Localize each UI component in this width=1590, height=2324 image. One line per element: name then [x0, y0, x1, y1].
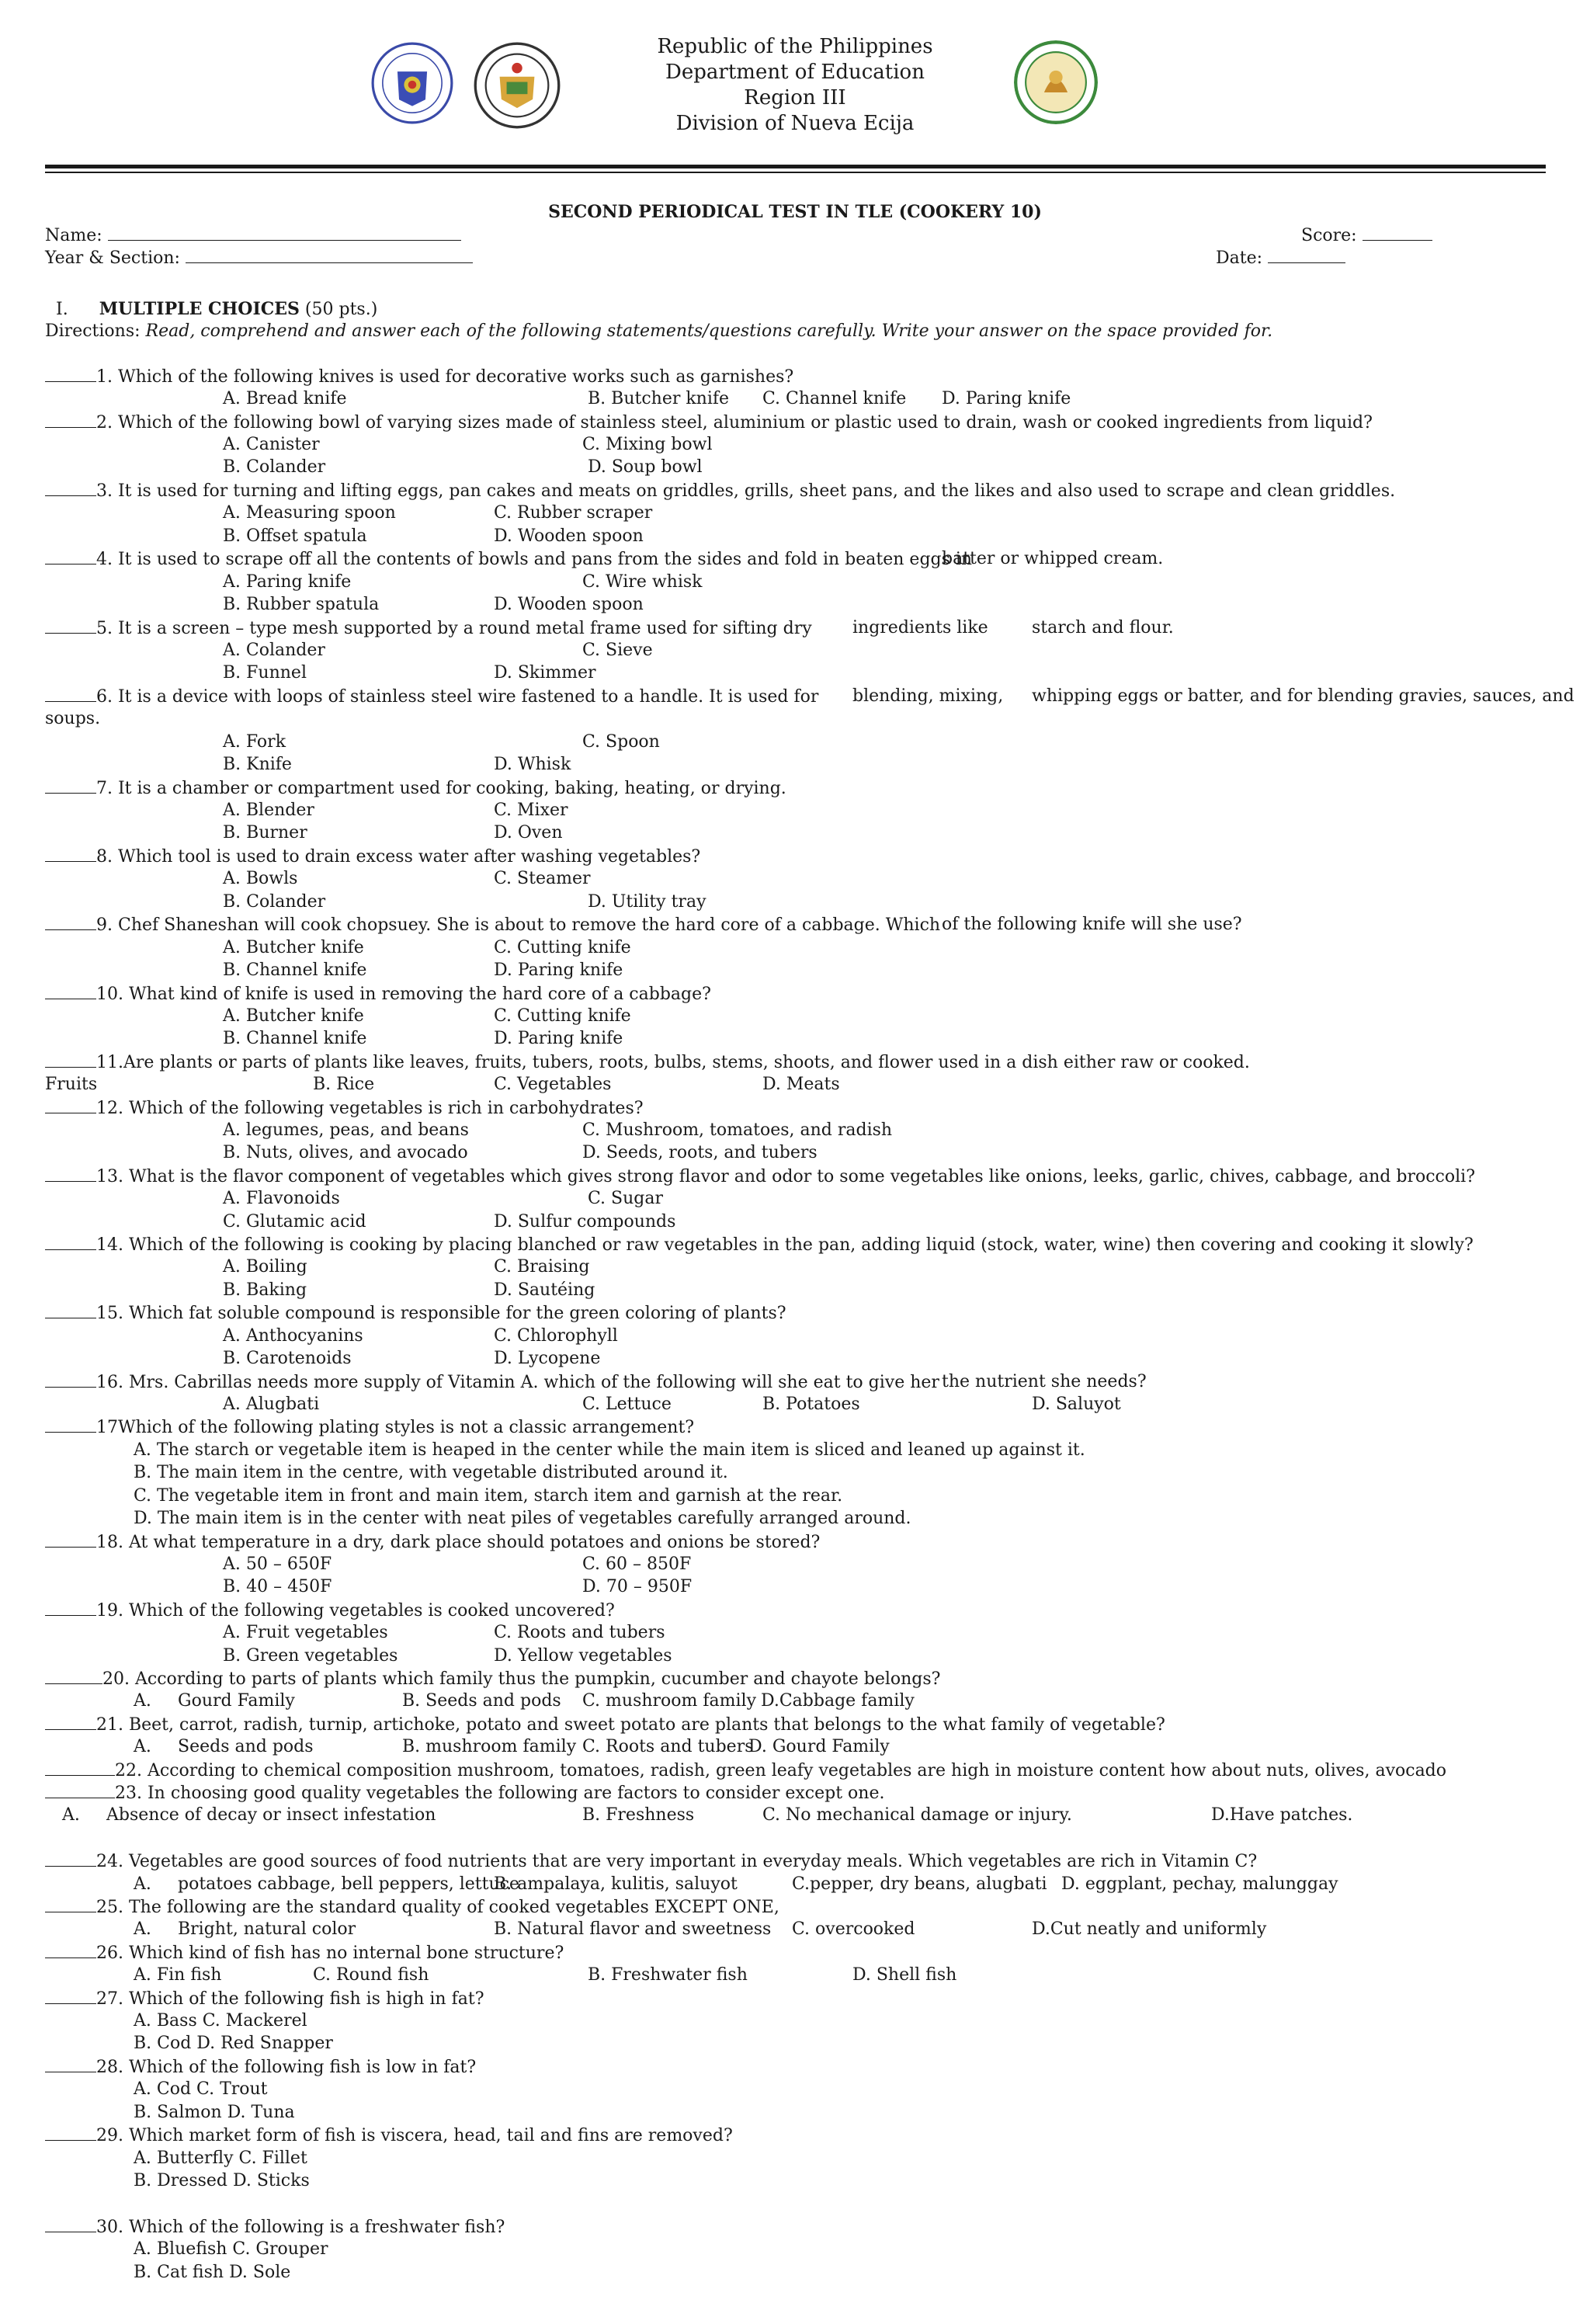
name-label: Name: — [45, 226, 102, 245]
option-a: A. Measuring spoon — [223, 503, 396, 523]
question-6-continued-3: soups. — [45, 709, 101, 728]
header-divider — [45, 165, 1546, 168]
option-d: D. Wooden spoon — [494, 526, 644, 546]
option-a-marker: A. — [62, 1805, 80, 1825]
score-label: Score: — [1301, 226, 1357, 245]
answer-blank[interactable] — [45, 983, 96, 999]
option-c: C. Lettuce — [582, 1395, 672, 1414]
question-5: 5. It is a screen – type mesh supported by a round metal frame used for sifting dry — [45, 617, 812, 640]
header-line-region: Region III — [744, 86, 846, 109]
directions-label: Directions: — [45, 321, 141, 341]
question-11: 11.Are plants or parts of plants like leaves, fruits, tubers, roots, bulbs, stems, shoots, and flower used in a dish either raw or cooked. — [45, 1051, 1250, 1074]
question-9-continued: of the following knife will she use? — [942, 915, 1242, 934]
option-a: Seeds and pods — [178, 1737, 314, 1756]
question-3: 3. It is used for turning and lifting eggs, pan cakes and meats on griddles, grills, sheet pans, and the likes and also used to scrape and clean griddles. — [45, 480, 1395, 502]
answer-blank[interactable] — [45, 1234, 96, 1250]
option-d: D. Oven — [494, 823, 563, 842]
question-27: 27. Which of the following fish is high in fat? — [45, 1988, 484, 2010]
option-a: Bright, natural color — [178, 1919, 356, 1939]
answer-blank[interactable] — [45, 1371, 96, 1388]
answer-blank[interactable] — [45, 617, 96, 634]
name-line[interactable] — [108, 224, 461, 241]
answer-blank[interactable] — [45, 1942, 96, 1958]
option-d: D. Seeds, roots, and tubers — [582, 1143, 818, 1162]
option-a: potatoes cabbage, bell peppers, lettuce — [178, 1874, 519, 1894]
answer-blank[interactable] — [45, 366, 96, 382]
option-d: D. Shell fish — [852, 1965, 957, 1985]
answer-blank[interactable] — [45, 914, 96, 930]
option-d: D. Wooden spoon — [494, 595, 644, 614]
option-b: B. Offset spatula — [223, 526, 367, 546]
option-c: C. mushroom family — [582, 1691, 757, 1711]
answer-blank[interactable] — [45, 1097, 96, 1113]
section-label: Year & Section: — [45, 248, 180, 268]
question-21: 21. Beet, carrot, radish, turnip, artichoke, potato and sweet potato are plants that belongs to the what family of vegetable? — [45, 1714, 1165, 1736]
option-d: D. Paring knife — [942, 389, 1071, 408]
option-line-1: A. Butterfly C. Fillet — [134, 2149, 307, 2168]
question-15: 15. Which fat soluble compound is responsible for the green coloring of plants? — [45, 1302, 786, 1325]
score-line[interactable] — [1363, 224, 1432, 241]
option-d: D.Have patches. — [1211, 1805, 1353, 1825]
option-a-marker: A. — [134, 1874, 151, 1894]
question-13: 13. What is the flavor component of vegetables which gives strong flavor and odor to some vegetables like onions, leeks, garlic, chives, cabbage, and broccoli? — [45, 1165, 1475, 1188]
directions-text: Read, comprehend and answer each of the following statements/questions carefully. Write your answer on the space provided for. — [145, 321, 1273, 341]
option-c: C. Roots and tubers — [494, 1623, 665, 1642]
answer-blank[interactable] — [45, 846, 96, 862]
answer-blank[interactable] — [45, 777, 96, 794]
option-d: D. Saluyot — [1032, 1395, 1121, 1414]
option-a: Gourd Family — [178, 1691, 295, 1711]
question-14: 14. Which of the following is cooking by placing blanched or raw vegetables in the pan, adding liquid (stock, water, wine) then covering and cooking it slowly? — [45, 1234, 1474, 1256]
option-c: C. Spoon — [582, 732, 660, 752]
option-c: C. Cutting knife — [494, 1006, 631, 1026]
question-4: 4. It is used to scrape off all the contents of bowls and pans from the sides and fold in beaten eggs in — [45, 548, 972, 571]
option-a: A. Boiling — [223, 1257, 307, 1277]
option-c: C. The vegetable item in front and main item, starch item and garnish at the rear. — [134, 1486, 843, 1506]
option-b: B. Freshwater fish — [588, 1965, 748, 1985]
option-a: Fruits — [45, 1075, 98, 1094]
option-a: A. Fruit vegetables — [223, 1623, 388, 1642]
question-5-continued: ingredients like — [852, 618, 988, 637]
question-22: 22. According to chemical composition mushroom, tomatoes, radish, green leafy vegetables are high in moisture content how about nuts, olives, avocado — [45, 1760, 1446, 1782]
option-d: D. Whisk — [494, 755, 571, 774]
option-c: C. Channel knife — [762, 389, 907, 408]
option-d: D.Cabbage family — [761, 1691, 915, 1711]
option-d: D. Soup bowl — [588, 457, 703, 477]
answer-blank[interactable] — [45, 1668, 102, 1684]
name-field[interactable] — [45, 224, 461, 247]
answer-blank[interactable] — [45, 1416, 96, 1433]
option-line-2: B. Dressed D. Sticks — [134, 2171, 310, 2190]
option-d: D.Cut neatly and uniformly — [1032, 1919, 1267, 1939]
option-b: B. 40 – 450F — [223, 1577, 332, 1596]
question-6-continued: blending, mixing, — [852, 686, 1004, 706]
option-c: C. Braising — [494, 1257, 590, 1277]
option-c: C. Mixing bowl — [582, 435, 713, 454]
option-line-1: A. Bluefish C. Grouper — [134, 2239, 328, 2259]
section-line[interactable] — [186, 247, 473, 263]
answer-blank[interactable] — [45, 686, 96, 702]
header-line-republic: Republic of the Philippines — [657, 35, 933, 58]
option-b: B. Green vegetables — [223, 1646, 398, 1666]
question-30: 30. Which of the following is a freshwater fish? — [45, 2216, 505, 2239]
answer-blank[interactable] — [45, 1051, 96, 1068]
answer-blank[interactable] — [45, 1302, 96, 1318]
option-line-2: B. Salmon D. Tuna — [134, 2103, 295, 2122]
option-d: D. Skimmer — [494, 663, 596, 683]
option-c: C. Mushroom, tomatoes, and radish — [582, 1120, 893, 1140]
option-b: B. The main item in the centre, with vegetable distributed around it. — [134, 1463, 728, 1482]
question-17: 17Which of the following plating styles is not a classic arrangement? — [45, 1416, 694, 1439]
answer-blank[interactable] — [45, 1760, 115, 1776]
option-a: A. Fin fish — [134, 1965, 222, 1985]
option-b: B. Colander — [223, 457, 326, 477]
question-8: 8. Which tool is used to drain excess water after washing vegetables? — [45, 846, 700, 868]
answer-blank[interactable] — [45, 1531, 96, 1548]
option-b: B. Burner — [223, 823, 307, 842]
option-d: D. Meats — [762, 1075, 840, 1094]
option-d: D. Sautéing — [494, 1280, 595, 1300]
option-d: D. Yellow vegetables — [494, 1646, 672, 1666]
answer-blank[interactable] — [45, 412, 96, 428]
option-line-1: A. Bass C. Mackerel — [134, 2011, 307, 2030]
option-a: A. Alugbati — [223, 1395, 320, 1414]
question-2: 2. Which of the following bowl of varying sizes made of stainless steel, aluminium or plastic used to drain, wash or cooked ingredients from liquid? — [45, 412, 1373, 434]
option-b: B. Carotenoids — [223, 1349, 352, 1368]
option-b: B. Colander — [223, 892, 326, 912]
option-b: B. Butcher knife — [588, 389, 730, 408]
question-4-continued: batter or whipped cream. — [942, 549, 1164, 568]
option-b: B. Baking — [223, 1280, 307, 1300]
question-20: 20. According to parts of plants which family thus the pumpkin, cucumber and chayote belongs? — [45, 1668, 940, 1690]
option-c-2: C. Glutamic acid — [223, 1212, 366, 1231]
option-b: B. Rice — [313, 1075, 375, 1094]
answer-blank[interactable] — [45, 548, 96, 564]
option-c: C. Sieve — [582, 641, 653, 660]
header-divider-thin — [45, 172, 1546, 173]
question-18: 18. At what temperature in a dry, dark place should potatoes and onions be stored? — [45, 1531, 820, 1554]
option-d: D. Lycopene — [494, 1349, 601, 1368]
option-a: A. Fork — [223, 732, 286, 752]
option-b: B. Potatoes — [762, 1395, 860, 1414]
question-23: 23. In choosing good quality vegetables the following are factors to consider except one. — [45, 1782, 884, 1805]
question-7: 7. It is a chamber or compartment used for cooking, baking, heating, or drying. — [45, 777, 786, 800]
option-a: A. Butcher knife — [223, 938, 364, 957]
option-c: C.pepper, dry beans, alugbati — [792, 1874, 1047, 1894]
answer-blank[interactable] — [45, 1600, 96, 1616]
answer-blank[interactable] — [45, 2056, 96, 2072]
option-c: C. Sugar — [588, 1189, 663, 1208]
option-a: A. Colander — [223, 641, 325, 660]
option-b: B. Seeds and pods — [402, 1691, 561, 1711]
question-26: 26. Which kind of fish has no internal bone structure? — [45, 1942, 564, 1964]
question-16: 16. Mrs. Cabrillas needs more supply of Vitamin A. which of the following will she eat to give her — [45, 1371, 939, 1394]
section-name: MULTIPLE CHOICES — [99, 299, 300, 319]
option-d: D. Paring knife — [494, 1029, 623, 1048]
option-b: B. Funnel — [223, 663, 307, 683]
option-c: C. Round fish — [313, 1965, 429, 1985]
option-a: Absence of decay or insect infestation — [106, 1805, 436, 1825]
score-field[interactable] — [1301, 224, 1432, 247]
answer-blank[interactable] — [45, 1850, 96, 1867]
option-a-marker: A. — [134, 1737, 151, 1756]
directions — [45, 321, 1272, 342]
answer-blank[interactable] — [45, 2124, 96, 2141]
answer-blank[interactable] — [45, 1782, 115, 1798]
option-c: C. No mechanical damage or injury. — [762, 1805, 1072, 1825]
option-b: B. Freshness — [582, 1805, 695, 1825]
question-5-continued-2: starch and flour. — [1032, 618, 1174, 637]
option-d: D. The main item is in the center with neat piles of vegetables carefully arranged around. — [134, 1509, 911, 1528]
question-16-continued: the nutrient she needs? — [942, 1372, 1147, 1391]
option-a: A. Bread knife — [223, 389, 347, 408]
section-heading — [56, 298, 377, 321]
question-10: 10. What kind of knife is used in removing the hard core of a cabbage? — [45, 983, 711, 1006]
option-d: D. eggplant, pechay, malunggay — [1061, 1874, 1338, 1894]
header-line-department: Department of Education — [665, 61, 925, 84]
section-points: (50 pts.) — [304, 300, 378, 319]
question-29: 29. Which market form of fish is viscera, head, tail and fins are removed? — [45, 2124, 733, 2147]
header-line-division: Division of Nueva Ecija — [675, 112, 915, 135]
option-c: C. Wire whisk — [582, 572, 703, 592]
option-a: A. Blender — [223, 801, 314, 820]
option-c: C. Cutting knife — [494, 938, 631, 957]
option-line-2: B. Cat fish D. Sole — [134, 2263, 291, 2282]
question-19: 19. Which of the following vegetables is cooked uncovered? — [45, 1600, 615, 1622]
option-c: C. overcooked — [792, 1919, 915, 1939]
letterhead — [0, 34, 1590, 137]
option-d: D. Sulfur compounds — [494, 1212, 676, 1231]
option-b: B. Nuts, olives, and avocado — [223, 1143, 468, 1162]
date-line[interactable] — [1268, 247, 1345, 263]
option-line-1: A. Cod C. Trout — [134, 2079, 268, 2099]
option-a: A. Paring knife — [223, 572, 352, 592]
question-25: 25. The following are the standard quality of cooked vegetables EXCEPT ONE, — [45, 1896, 779, 1919]
option-a-marker: A. — [134, 1691, 151, 1711]
date-label: Date: — [1216, 248, 1263, 268]
option-d: D. 70 – 950F — [582, 1577, 693, 1596]
option-c: C. Steamer — [494, 869, 591, 888]
option-c: C. Roots and tubers — [582, 1737, 754, 1756]
option-a-marker: A. — [134, 1919, 151, 1939]
answer-blank[interactable] — [45, 1165, 96, 1182]
option-a: A. Canister — [223, 435, 320, 454]
option-d: D. Gourd Family — [748, 1737, 890, 1756]
option-b: B. Channel knife — [223, 1029, 367, 1048]
test-title: SECOND PERIODICAL TEST IN TLE (COOKERY 10) — [548, 202, 1042, 222]
option-b: B. ampalaya, kulitis, saluyot — [494, 1874, 738, 1894]
section-numeral: I. — [56, 300, 68, 319]
option-b: B. Rubber spatula — [223, 595, 380, 614]
answer-blank[interactable] — [45, 1988, 96, 2004]
option-b: B. mushroom family — [402, 1737, 577, 1756]
answer-blank[interactable] — [45, 480, 96, 496]
option-d: D. Utility tray — [588, 892, 706, 912]
option-c: C. 60 – 850F — [582, 1555, 692, 1574]
answer-blank[interactable] — [45, 1714, 96, 1730]
question-9: 9. Chef Shaneshan will cook chopsuey. She is about to remove the hard core of a cabbage. Which — [45, 914, 940, 936]
question-28: 28. Which of the following fish is low in fat? — [45, 2056, 476, 2079]
question-6-continued-2: whipping eggs or batter, and for blending gravies, sauces, and — [1032, 686, 1574, 706]
option-d: D. Paring knife — [494, 961, 623, 980]
question-24: 24. Vegetables are good sources of food nutrients that are very important in everyday meals. Which vegetables are rich in Vitamin C? — [45, 1850, 1257, 1873]
question-6: 6. It is a device with loops of stainless steel wire fastened to a handle. It is used for — [45, 686, 818, 708]
option-a: A. legumes, peas, and beans — [223, 1120, 469, 1140]
option-a: A. Butcher knife — [223, 1006, 364, 1026]
option-a: A. Flavonoids — [223, 1189, 340, 1208]
option-a: A. Anthocyanins — [223, 1326, 363, 1346]
option-b: B. Channel knife — [223, 961, 367, 980]
option-c: C. Vegetables — [494, 1075, 612, 1094]
option-c: C. Rubber scraper — [494, 503, 653, 523]
date-field[interactable] — [1216, 247, 1345, 269]
option-a: A. 50 – 650F — [223, 1555, 332, 1574]
section-field[interactable] — [45, 247, 473, 269]
option-a: A. The starch or vegetable item is heaped in the center while the main item is sliced and leaned up against it. — [134, 1440, 1085, 1460]
option-b: B. Knife — [223, 755, 292, 774]
answer-blank[interactable] — [45, 2216, 96, 2232]
option-c: C. Chlorophyll — [494, 1326, 618, 1346]
answer-blank[interactable] — [45, 1896, 96, 1912]
option-line-2: B. Cod D. Red Snapper — [134, 2034, 333, 2053]
question-1: 1. Which of the following knives is used for decorative works such as garnishes? — [45, 366, 793, 388]
option-a: A. Bowls — [223, 869, 298, 888]
question-12: 12. Which of the following vegetables is rich in carbohydrates? — [45, 1097, 644, 1120]
option-c: C. Mixer — [494, 801, 568, 820]
option-b: B. Natural flavor and sweetness — [494, 1919, 772, 1939]
